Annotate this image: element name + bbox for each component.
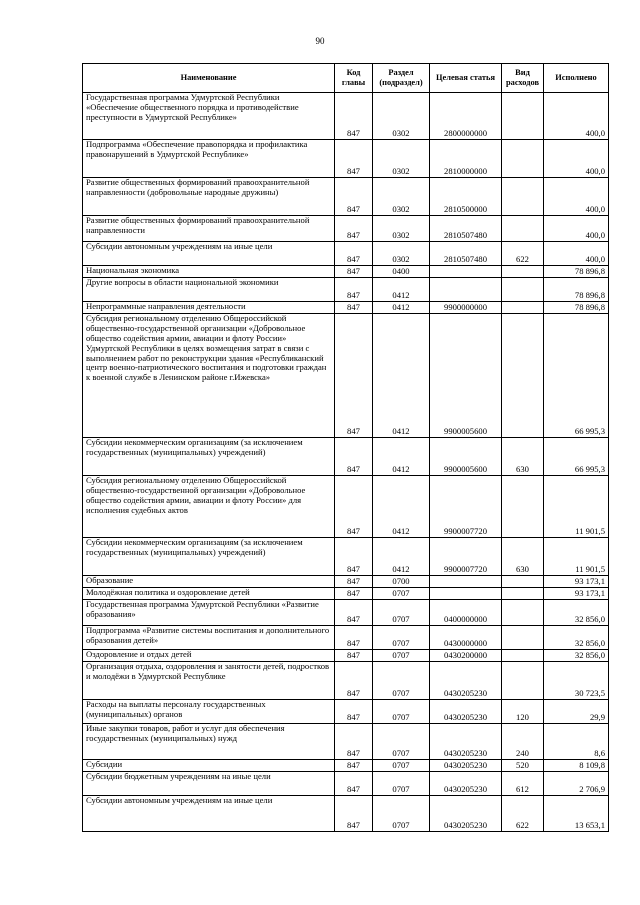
table-row bbox=[83, 700, 609, 724]
table-row bbox=[83, 216, 609, 242]
cell-code: 847 bbox=[335, 588, 373, 600]
cell-target bbox=[430, 266, 502, 278]
cell-target: 0430205230 bbox=[430, 724, 502, 760]
header-done: Исполнено bbox=[544, 64, 609, 93]
cell-section: 0707 bbox=[373, 600, 430, 626]
cell-done: 400,0 bbox=[544, 140, 609, 178]
cell-code: 847 bbox=[335, 314, 373, 438]
cell-done: 8,6 bbox=[544, 724, 609, 760]
cell-kind bbox=[502, 278, 544, 302]
table-row bbox=[83, 140, 609, 178]
cell-done: 13 653,1 bbox=[544, 796, 609, 832]
header-kind: Вид расходов bbox=[502, 64, 544, 93]
table-row bbox=[83, 600, 609, 626]
table-row bbox=[83, 760, 609, 772]
cell-target: 9900005600 bbox=[430, 438, 502, 476]
cell-done: 66 995,3 bbox=[544, 314, 609, 438]
cell-name: Субсидии автономным учреждениям на иные цели bbox=[83, 242, 335, 266]
table-row bbox=[83, 724, 609, 760]
cell-kind bbox=[502, 266, 544, 278]
cell-code: 847 bbox=[335, 700, 373, 724]
cell-name: Молодёжная политика и оздоровление детей bbox=[83, 588, 335, 600]
cell-name: Субсидия региональному отделению Общероссийской общественно-государственной организации «Добровольное общество содействия армии, авиации и флоту России» для исполнения судебных актов bbox=[83, 476, 335, 538]
cell-section: 0707 bbox=[373, 626, 430, 650]
cell-kind: 520 bbox=[502, 760, 544, 772]
cell-target: 0430205230 bbox=[430, 700, 502, 724]
cell-name: Расходы на выплаты персоналу государственных (муниципальных) органов bbox=[83, 700, 335, 724]
cell-code: 847 bbox=[335, 140, 373, 178]
cell-kind bbox=[502, 662, 544, 700]
table-row bbox=[83, 302, 609, 314]
cell-section: 0707 bbox=[373, 772, 430, 796]
cell-target: 0430205230 bbox=[430, 796, 502, 832]
cell-name: Подпрограмма «Развитие системы воспитания и дополнительного образования детей» bbox=[83, 626, 335, 650]
cell-kind: 630 bbox=[502, 438, 544, 476]
cell-code: 847 bbox=[335, 178, 373, 216]
cell-kind bbox=[502, 314, 544, 438]
cell-target bbox=[430, 588, 502, 600]
cell-section: 0707 bbox=[373, 588, 430, 600]
cell-done: 32 856,0 bbox=[544, 600, 609, 626]
cell-done: 400,0 bbox=[544, 93, 609, 140]
cell-section: 0302 bbox=[373, 140, 430, 178]
cell-section: 0412 bbox=[373, 302, 430, 314]
cell-kind bbox=[502, 576, 544, 588]
cell-name: Субсидии некоммерческим организациям (за исключением государственных (муниципальных) учреждений) bbox=[83, 538, 335, 576]
cell-section: 0700 bbox=[373, 576, 430, 588]
table-row bbox=[83, 772, 609, 796]
cell-done: 93 173,1 bbox=[544, 588, 609, 600]
table-row bbox=[83, 662, 609, 700]
header-target: Целевая статья bbox=[430, 64, 502, 93]
cell-done: 11 901,5 bbox=[544, 538, 609, 576]
cell-code: 847 bbox=[335, 266, 373, 278]
cell-target: 2810507480 bbox=[430, 242, 502, 266]
cell-code: 847 bbox=[335, 626, 373, 650]
cell-target: 0430000000 bbox=[430, 626, 502, 650]
cell-section: 0707 bbox=[373, 724, 430, 760]
table-row bbox=[83, 93, 609, 140]
cell-target: 2810500000 bbox=[430, 178, 502, 216]
cell-target: 9900007720 bbox=[430, 476, 502, 538]
cell-section: 0412 bbox=[373, 278, 430, 302]
cell-name: Непрограммные направления деятельности bbox=[83, 302, 335, 314]
table-row bbox=[83, 266, 609, 278]
cell-section: 0302 bbox=[373, 242, 430, 266]
cell-section: 0412 bbox=[373, 538, 430, 576]
table-row bbox=[83, 242, 609, 266]
cell-code: 847 bbox=[335, 476, 373, 538]
cell-name: Субсидии bbox=[83, 760, 335, 772]
cell-kind bbox=[502, 600, 544, 626]
cell-done: 11 901,5 bbox=[544, 476, 609, 538]
cell-kind bbox=[502, 216, 544, 242]
cell-name: Государственная программа Удмуртской Республики «Обеспечение общественного порядка и противодействие преступности в Удмуртской Республике» bbox=[83, 93, 335, 140]
cell-target: 0430205230 bbox=[430, 760, 502, 772]
cell-target: 0430205230 bbox=[430, 772, 502, 796]
cell-kind bbox=[502, 178, 544, 216]
table-row bbox=[83, 278, 609, 302]
cell-done: 78 896,8 bbox=[544, 302, 609, 314]
cell-name: Образование bbox=[83, 576, 335, 588]
cell-code: 847 bbox=[335, 302, 373, 314]
cell-section: 0412 bbox=[373, 438, 430, 476]
cell-done: 29,9 bbox=[544, 700, 609, 724]
cell-name: Субсидия региональному отделению Общероссийской общественно-государственной организации «Добровольное общество содействия армии, авиации и флоту России» Удмуртской Республики в целях возмещения затрат в связи с выполнением работ по реконструкции здания «Республиканский центр военно-патриотического воспитания и подготовки граждан к военной службе в Ленинском районе г.Ижевска» bbox=[83, 314, 335, 438]
cell-code: 847 bbox=[335, 600, 373, 626]
cell-section: 0400 bbox=[373, 266, 430, 278]
cell-kind: 120 bbox=[502, 700, 544, 724]
cell-kind bbox=[502, 302, 544, 314]
cell-target: 2810000000 bbox=[430, 140, 502, 178]
cell-name: Субсидии автономным учреждениям на иные цели bbox=[83, 796, 335, 832]
cell-name: Оздоровление и отдых детей bbox=[83, 650, 335, 662]
cell-done: 30 723,5 bbox=[544, 662, 609, 700]
cell-section: 0302 bbox=[373, 93, 430, 140]
table-row bbox=[83, 438, 609, 476]
cell-done: 32 856,0 bbox=[544, 626, 609, 650]
cell-code: 847 bbox=[335, 650, 373, 662]
cell-name: Иные закупки товаров, работ и услуг для обеспечения государственных (муниципальных) нужд bbox=[83, 724, 335, 760]
cell-target bbox=[430, 576, 502, 588]
cell-code: 847 bbox=[335, 576, 373, 588]
page-number: 90 bbox=[315, 36, 325, 46]
cell-kind bbox=[502, 650, 544, 662]
table-row bbox=[83, 538, 609, 576]
cell-done: 93 173,1 bbox=[544, 576, 609, 588]
header-name: Наименование bbox=[83, 64, 335, 93]
cell-kind: 622 bbox=[502, 242, 544, 266]
cell-name: Развитие общественных формирований правоохранительной направленности (добровольные народные дружины) bbox=[83, 178, 335, 216]
cell-code: 847 bbox=[335, 438, 373, 476]
cell-section: 0707 bbox=[373, 650, 430, 662]
cell-kind bbox=[502, 476, 544, 538]
cell-code: 847 bbox=[335, 242, 373, 266]
cell-section: 0707 bbox=[373, 796, 430, 832]
cell-section: 0707 bbox=[373, 700, 430, 724]
cell-kind: 622 bbox=[502, 796, 544, 832]
cell-target bbox=[430, 278, 502, 302]
cell-kind bbox=[502, 93, 544, 140]
cell-name: Подпрограмма «Обеспечение правопорядка и профилактика правонарушений в Удмуртской Республике» bbox=[83, 140, 335, 178]
budget-table bbox=[82, 63, 609, 832]
cell-name: Организация отдыха, оздоровления и занятости детей, подростков и молодёжи в Удмуртской Республике bbox=[83, 662, 335, 700]
cell-code: 847 bbox=[335, 93, 373, 140]
header-section: Раздел (подраздел) bbox=[373, 64, 430, 93]
cell-target: 0430205230 bbox=[430, 662, 502, 700]
cell-target: 9900000000 bbox=[430, 302, 502, 314]
cell-kind bbox=[502, 588, 544, 600]
cell-target: 2800000000 bbox=[430, 93, 502, 140]
cell-name: Другие вопросы в области национальной экономики bbox=[83, 278, 335, 302]
cell-code: 847 bbox=[335, 278, 373, 302]
cell-done: 400,0 bbox=[544, 178, 609, 216]
cell-code: 847 bbox=[335, 216, 373, 242]
cell-name: Субсидии некоммерческим организациям (за исключением государственных (муниципальных) учреждений) bbox=[83, 438, 335, 476]
cell-code: 847 bbox=[335, 760, 373, 772]
header-code: Код главы bbox=[335, 64, 373, 93]
cell-section: 0707 bbox=[373, 760, 430, 772]
cell-section: 0302 bbox=[373, 178, 430, 216]
cell-name: Национальная экономика bbox=[83, 266, 335, 278]
cell-name: Субсидии бюджетным учреждениям на иные цели bbox=[83, 772, 335, 796]
table-row bbox=[83, 576, 609, 588]
table-row bbox=[83, 588, 609, 600]
cell-target: 9900005600 bbox=[430, 314, 502, 438]
cell-section: 0302 bbox=[373, 216, 430, 242]
cell-code: 847 bbox=[335, 772, 373, 796]
cell-target: 2810507480 bbox=[430, 216, 502, 242]
cell-done: 400,0 bbox=[544, 242, 609, 266]
table-row bbox=[83, 314, 609, 438]
cell-kind bbox=[502, 140, 544, 178]
table-row bbox=[83, 178, 609, 216]
cell-done: 2 706,9 bbox=[544, 772, 609, 796]
cell-done: 78 896,8 bbox=[544, 278, 609, 302]
table-header bbox=[83, 64, 609, 93]
cell-name: Развитие общественных формирований правоохранительной направленности bbox=[83, 216, 335, 242]
cell-done: 8 109,8 bbox=[544, 760, 609, 772]
cell-done: 66 995,3 bbox=[544, 438, 609, 476]
table-body bbox=[83, 93, 609, 832]
cell-section: 0707 bbox=[373, 662, 430, 700]
table-row bbox=[83, 626, 609, 650]
cell-section: 0412 bbox=[373, 314, 430, 438]
cell-target: 0400000000 bbox=[430, 600, 502, 626]
cell-kind: 612 bbox=[502, 772, 544, 796]
cell-section: 0412 bbox=[373, 476, 430, 538]
cell-code: 847 bbox=[335, 724, 373, 760]
cell-name: Государственная программа Удмуртской Республики «Развитие образования» bbox=[83, 600, 335, 626]
cell-kind bbox=[502, 626, 544, 650]
cell-done: 400,0 bbox=[544, 216, 609, 242]
cell-code: 847 bbox=[335, 538, 373, 576]
table-row bbox=[83, 796, 609, 832]
table-row bbox=[83, 650, 609, 662]
cell-kind: 240 bbox=[502, 724, 544, 760]
cell-code: 847 bbox=[335, 662, 373, 700]
cell-target: 0430200000 bbox=[430, 650, 502, 662]
cell-kind: 630 bbox=[502, 538, 544, 576]
cell-target: 9900007720 bbox=[430, 538, 502, 576]
cell-done: 78 896,8 bbox=[544, 266, 609, 278]
cell-code: 847 bbox=[335, 796, 373, 832]
cell-done: 32 856,0 bbox=[544, 650, 609, 662]
table-row bbox=[83, 476, 609, 538]
